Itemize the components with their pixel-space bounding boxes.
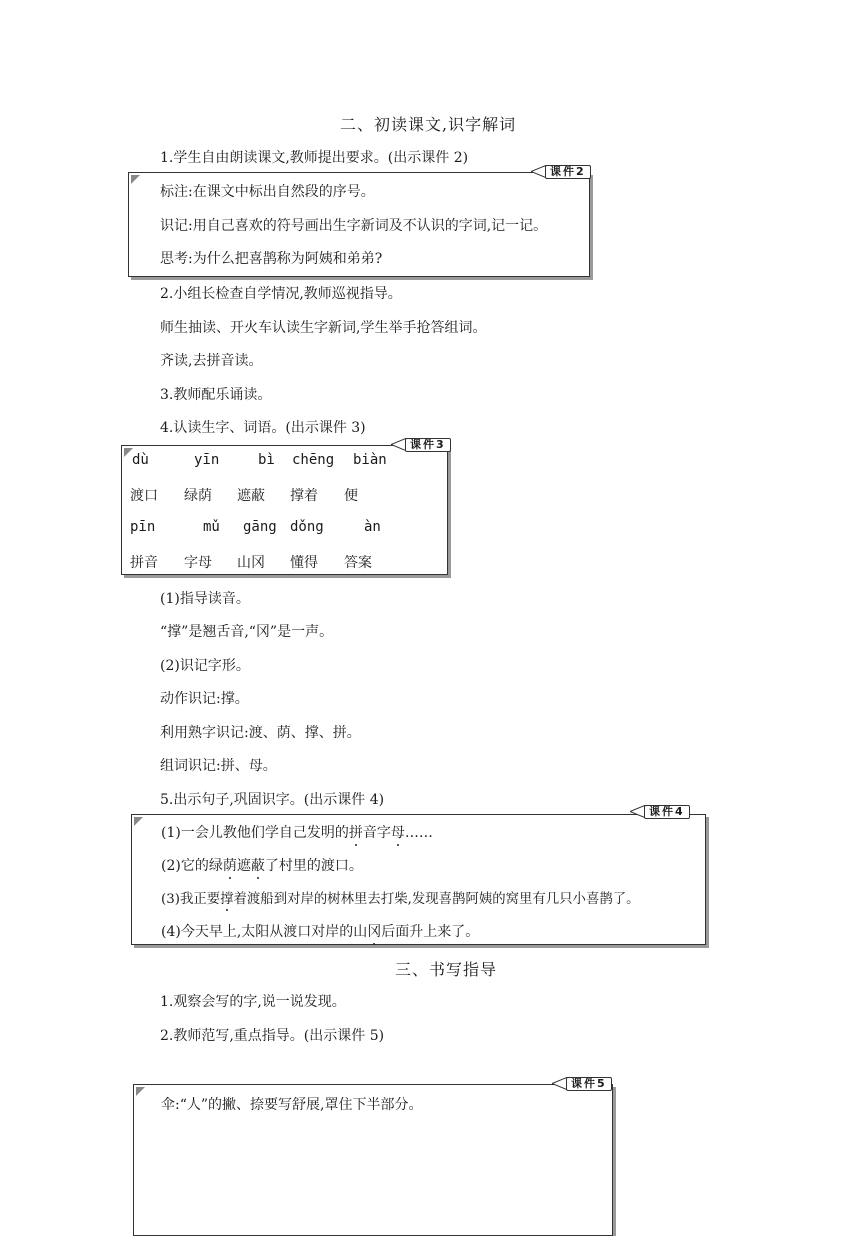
sentence-3 <box>161 888 640 907</box>
text: (2)它的绿 <box>161 858 223 874</box>
step-4: 4.认读生字、词语。(出示课件 3) <box>160 420 366 436</box>
text: 遮 <box>236 858 251 874</box>
text: (1)一会儿教他们学自己发明的 <box>161 825 349 841</box>
dotted-char: 母 <box>391 822 405 842</box>
sub-step-2-a: 动作识记:撑。 <box>160 691 249 707</box>
pinyin: dù <box>132 452 149 468</box>
step-1: 1.学生自由朗读课文,教师提出要求。(出示课件 2) <box>160 150 469 166</box>
step-1: 1.观察会写的字,说一说发现。 <box>160 994 346 1010</box>
sub-step-1-text: “撑”是翘舌音,“冈”是一声。 <box>160 624 334 640</box>
text: (4)今天早上,太阳从渡口对岸的山 <box>161 924 368 940</box>
text: 了村里的渡口。 <box>264 858 363 874</box>
pinyin: chēng <box>292 452 335 468</box>
courseware-2-tag: 课件2 <box>545 165 591 179</box>
pinyin: yīn <box>194 452 220 468</box>
courseware-3-tag: 课件3 <box>405 438 451 452</box>
pinyin: àn <box>364 519 381 535</box>
dotted-char: 拼 <box>349 822 363 842</box>
courseware-2-box <box>128 172 590 277</box>
corner-mark-icon <box>131 175 140 184</box>
pinyin: bì <box>258 452 275 468</box>
pinyin: pīn <box>130 519 156 535</box>
dotted-char: 撑 <box>220 888 233 907</box>
dotted-char: 荫 <box>223 855 237 875</box>
pinyin: biàn <box>353 452 387 468</box>
word: 撑着 <box>290 488 318 504</box>
word: 便 <box>344 488 358 504</box>
step-3: 3.教师配乐诵读。 <box>160 387 272 403</box>
dotted-char: 蔽 <box>251 855 265 875</box>
step-2-text-2: 齐读,去拼音读。 <box>160 353 263 369</box>
sentence-2 <box>161 855 363 875</box>
courseware-5-box <box>133 1084 613 1236</box>
courseware-3-box <box>121 445 448 575</box>
box-line-1: 伞:“人”的撇、捺要写舒展,罩住下半部分。 <box>161 1097 423 1113</box>
section-heading: 三、书写指导 <box>395 960 498 979</box>
text: 音字 <box>362 825 391 841</box>
step-2: 2.小组长检查自学情况,教师巡视指导。 <box>160 286 402 302</box>
dotted-char: 冈 <box>367 921 381 941</box>
box-line-2: 识记:用自己喜欢的符号画出生字新词及不认识的字词,记一记。 <box>160 218 548 234</box>
pinyin: mǔ <box>203 519 220 535</box>
courseware-5-tag: 课件5 <box>566 1077 612 1091</box>
word: 渡口 <box>130 488 158 504</box>
word: 绿荫 <box>184 488 212 504</box>
corner-mark-icon <box>136 1087 145 1096</box>
word: 懂得 <box>290 555 318 571</box>
word: 答案 <box>344 555 372 571</box>
step-5: 5.出示句子,巩固识字。(出示课件 4) <box>160 792 385 808</box>
step-2-text: 师生抽读、开火车认读生字新词,学生举手抢答组词。 <box>160 320 487 336</box>
text: …… <box>404 825 433 841</box>
text: (3)我正要 <box>161 892 221 907</box>
text: 着渡船到对岸的树林里去打柴,发现喜鹊阿姨的窝里有几只小喜鹊了。 <box>233 892 640 907</box>
courseware-4-box <box>131 814 706 945</box>
step-2: 2.教师范写,重点指导。(出示课件 5) <box>160 1028 385 1044</box>
text: 后面升上来了。 <box>381 924 480 940</box>
sub-step-2: (2)识记字形。 <box>160 658 250 674</box>
word: 拼音 <box>130 555 158 571</box>
box-line-1: 标注:在课文中标出自然段的序号。 <box>160 184 375 200</box>
sub-step-2-b: 利用熟字识记:渡、荫、撑、拼。 <box>160 725 361 741</box>
box-line-3: 思考:为什么把喜鹊称为阿姨和弟弟? <box>160 251 383 267</box>
word: 字母 <box>184 555 212 571</box>
section-heading: 二、初读课文,识字解词 <box>340 115 517 134</box>
word: 山冈 <box>237 555 265 571</box>
sub-step-1: (1)指导读音。 <box>160 591 250 607</box>
sub-step-2-c: 组词识记:拼、母。 <box>160 758 277 774</box>
pinyin: gāng <box>243 519 277 535</box>
corner-mark-icon <box>134 817 143 826</box>
sentence-1 <box>161 822 433 842</box>
courseware-4-tag: 课件4 <box>644 805 690 819</box>
sentence-4 <box>161 921 479 941</box>
pinyin: dǒng <box>290 519 324 535</box>
word: 遮蔽 <box>237 488 265 504</box>
